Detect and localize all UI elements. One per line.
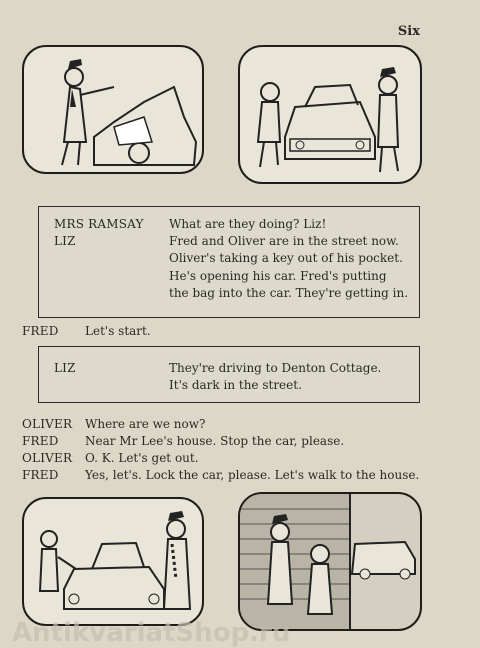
illustration-panel-locking-car bbox=[22, 497, 204, 626]
night-street-illustration bbox=[240, 494, 420, 629]
men-at-car-illustration bbox=[240, 47, 420, 182]
illustration-panel-trunk bbox=[22, 45, 204, 174]
speaker-label: LIZ bbox=[54, 361, 76, 375]
dialogue-box-ramsay-liz bbox=[38, 206, 420, 318]
speaker-label: FRED bbox=[22, 434, 59, 448]
dialogue-box-liz bbox=[38, 346, 420, 403]
dialogue-line: O. K. Let's get out. bbox=[85, 451, 199, 465]
speaker-label: OLIVER bbox=[22, 451, 73, 465]
dialogue-line: Where are we now? bbox=[85, 417, 206, 431]
men-locking-car-illustration bbox=[24, 499, 202, 624]
dialogue-line: Fred and Oliver are in the street now. bbox=[169, 234, 399, 248]
speaker-label: LIZ bbox=[54, 234, 76, 248]
dialogue-line: He's opening his car. Fred's putting bbox=[169, 269, 387, 283]
dialogue-line: Near Mr Lee's house. Stop the car, please. bbox=[85, 434, 345, 448]
dialogue-line: the bag into the car. They're getting in. bbox=[169, 286, 409, 300]
illustration-panel-car-front bbox=[238, 45, 422, 184]
watermark: AntikvariatShop.ru bbox=[12, 618, 291, 648]
speaker-label: OLIVER bbox=[22, 417, 73, 431]
dialogue-line: Oliver's taking a key out of his pocket. bbox=[169, 251, 403, 265]
woman-loading-trunk-illustration bbox=[24, 47, 202, 172]
dialogue-line: Let's start. bbox=[85, 324, 151, 338]
speaker-label: FRED bbox=[22, 324, 59, 338]
dialogue-line: They're driving to Denton Cottage. bbox=[169, 361, 382, 375]
speaker-label: MRS RAMSAY bbox=[54, 217, 144, 231]
dialogue-line: It's dark in the street. bbox=[169, 378, 302, 392]
dialogue-line: What are they doing? Liz! bbox=[169, 217, 327, 231]
dialogue-line: Yes, let's. Lock the car, please. Let's walk to the house. bbox=[85, 468, 420, 482]
illustration-panel-night-street bbox=[238, 492, 422, 631]
speaker-label: FRED bbox=[22, 468, 59, 482]
page-number: Six bbox=[397, 24, 420, 39]
